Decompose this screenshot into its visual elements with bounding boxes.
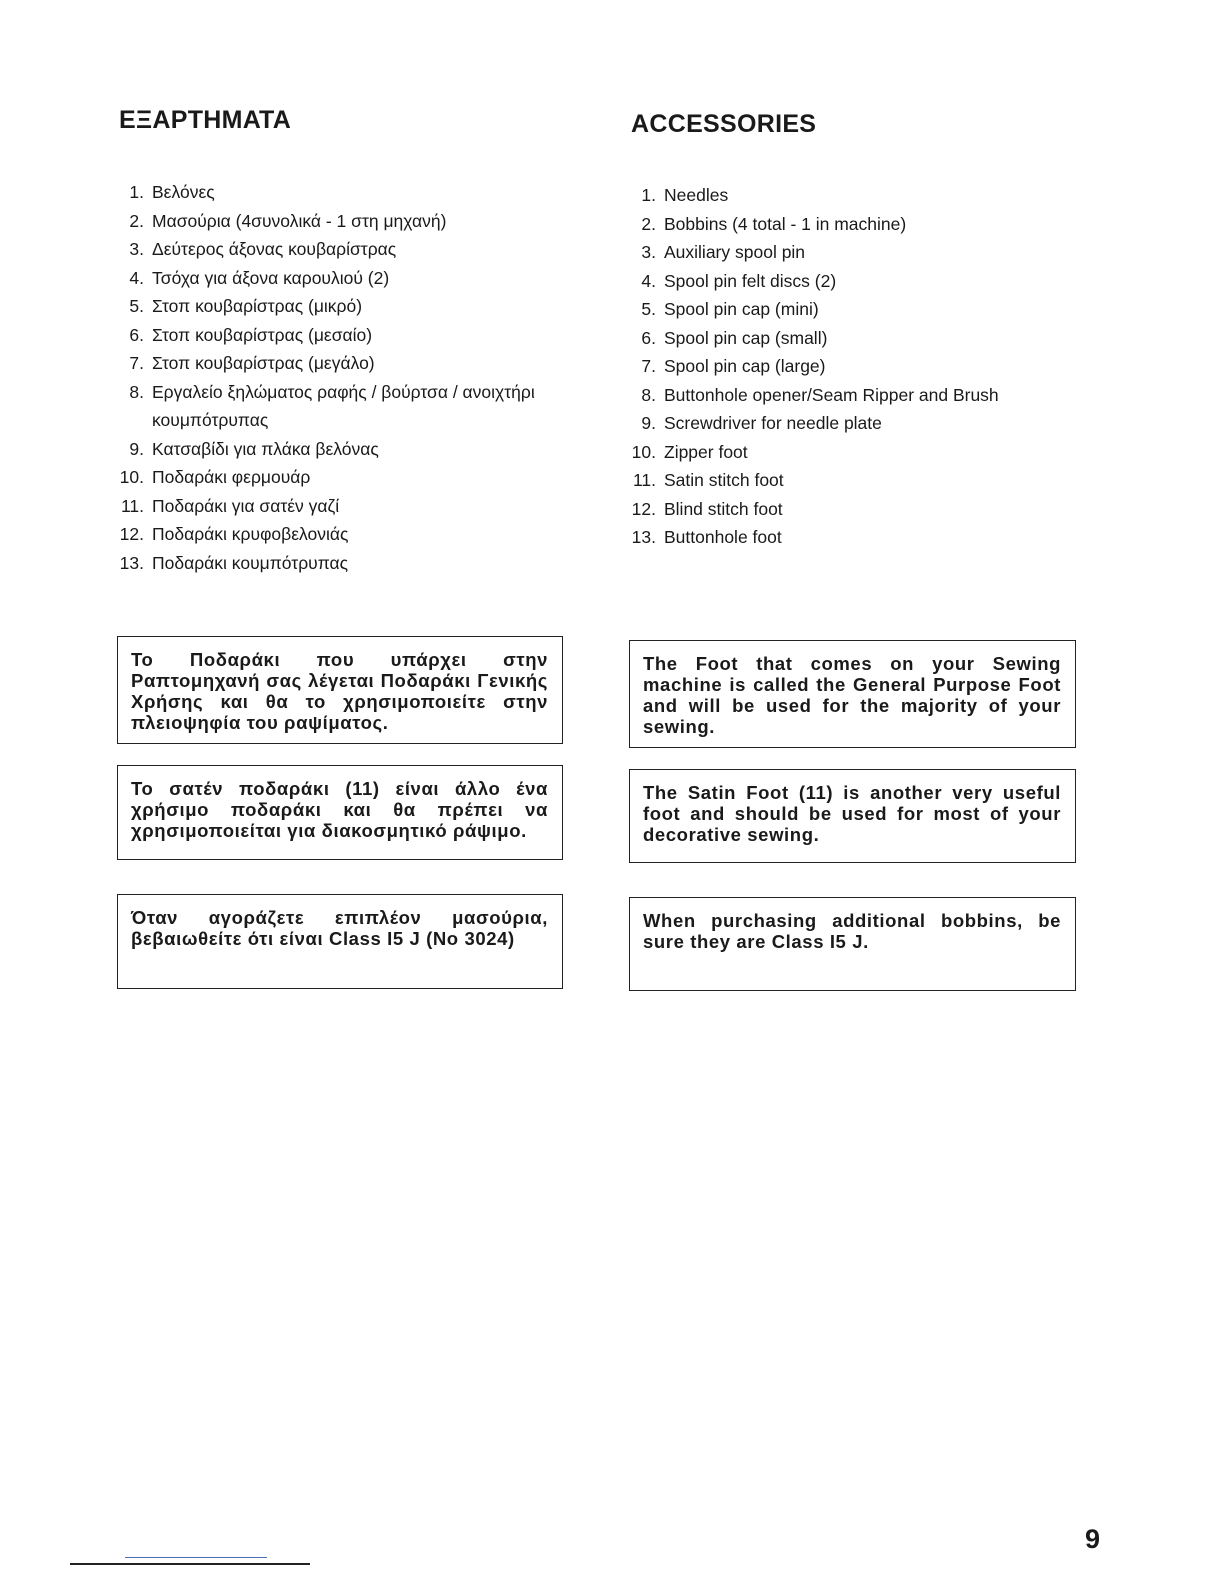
- item-text: Τσόχα για άξονα καρουλιού (2): [152, 267, 390, 288]
- list-item: [626, 295, 1086, 324]
- item-number: 8.: [129, 381, 144, 402]
- list-item: [626, 181, 1086, 210]
- item-number: 12.: [631, 498, 656, 519]
- item-text: Buttonhole opener/Seam Ripper and Brush: [664, 384, 999, 405]
- item-number: 12.: [119, 524, 144, 544]
- list-item: [626, 466, 1086, 495]
- item-number: 7.: [641, 356, 656, 376]
- item-number: 3.: [129, 239, 144, 259]
- list-item: [626, 438, 1086, 467]
- list-item: [114, 178, 574, 207]
- list-item: [626, 267, 1086, 296]
- item-text: Ποδαράκι φερμουάρ: [152, 467, 311, 487]
- item-number: 5.: [641, 299, 656, 319]
- english-note-satin-foot: The Satin Foot (11) is another very useful foot and should be used for most of your decorative sewing.: [629, 769, 1076, 863]
- item-text: Spool pin cap (mini): [664, 299, 819, 319]
- english-accessories-list: [626, 181, 1086, 552]
- item-text: Spool pin cap (large): [664, 356, 826, 376]
- greek-note-bobbins: Όταν αγοράζετε επιπλέον μασούρια, βεβαιωθείτε ότι είναι Class I5 J (No 3024): [117, 894, 563, 989]
- list-item: [114, 378, 574, 435]
- list-item: [114, 321, 574, 350]
- item-text: Satin stitch foot: [664, 470, 784, 490]
- item-text: Ποδαράκι κρυφοβελονιάς: [152, 524, 349, 544]
- list-item: [114, 463, 574, 492]
- list-item: [114, 235, 574, 264]
- item-number: 9.: [129, 438, 144, 459]
- greek-heading: ΕΞΑΡΤΗΜΑΤΑ: [119, 106, 292, 134]
- item-number: 6.: [129, 324, 144, 345]
- item-text: Στοπ κουβαρίστρας (μικρό): [152, 296, 363, 316]
- list-item: [626, 523, 1086, 552]
- greek-accessories-list: [114, 178, 574, 577]
- page-number: 9: [1085, 1524, 1101, 1554]
- item-number: 10.: [631, 441, 656, 462]
- item-text: Στοπ κουβαρίστρας (μεσαίο): [152, 324, 373, 345]
- item-number: 4.: [129, 267, 144, 288]
- english-heading: ACCESSORIES: [631, 110, 817, 138]
- item-text: Blind stitch foot: [664, 498, 783, 519]
- english-note-general-purpose-foot: The Foot that comes on your Sewing machine is called the General Purpose Foot and will be used for the majority of your sewing.: [629, 640, 1076, 748]
- item-number: 1.: [129, 182, 144, 202]
- item-number: 13.: [631, 527, 656, 547]
- item-text: Spool pin cap (small): [664, 327, 828, 348]
- item-text: Εργαλείο ξηλώματος ραφής / βούρτσα / ανοιχτήρι κουμπότρυπας: [152, 381, 535, 430]
- english-note-bobbins: When purchasing additional bobbins, be sure they are Class I5 J.: [629, 897, 1076, 991]
- item-number: 7.: [129, 353, 144, 373]
- greek-note-general-purpose-foot: Το Ποδαράκι που υπάρχει στην Ραπτομηχανή σας λέγεται Ποδαράκι Γενικής Χρήσης και θα το χρησιμοποιείτε στην πλειοψηφία του ραψίματος.: [117, 636, 563, 744]
- item-text: Needles: [664, 185, 729, 205]
- list-item: [114, 207, 574, 236]
- list-item: [626, 210, 1086, 239]
- list-item: [114, 264, 574, 293]
- item-text: Zipper foot: [664, 441, 748, 462]
- item-text: Bobbins (4 total - 1 in machine): [664, 213, 907, 234]
- list-item: [114, 292, 574, 321]
- item-text: Buttonhole foot: [664, 527, 782, 547]
- list-item: [626, 409, 1086, 438]
- footer-rule: [70, 1563, 310, 1565]
- item-number: 8.: [641, 384, 656, 405]
- list-item: [626, 238, 1086, 267]
- item-number: 6.: [641, 327, 656, 348]
- list-item: [114, 435, 574, 464]
- item-number: 9.: [641, 413, 656, 433]
- list-item: [626, 324, 1086, 353]
- greek-note-satin-foot: Το σατέν ποδαράκι (11) είναι άλλο ένα χρήσιμο ποδαράκι και θα πρέπει να χρησιμοποιείται για διακοσμητικό ράψιμο.: [117, 765, 563, 860]
- item-number: 2.: [641, 213, 656, 234]
- item-text: Δεύτερος άξονας κουβαρίστρας: [152, 239, 397, 259]
- list-item: [114, 349, 574, 378]
- item-text: Ποδαράκι κουμπότρυπας: [152, 552, 349, 573]
- list-item: [626, 352, 1086, 381]
- item-text: Spool pin felt discs (2): [664, 270, 837, 291]
- list-item: [114, 492, 574, 521]
- item-text: Στοπ κουβαρίστρας (μεγάλο): [152, 353, 375, 373]
- item-number: 10.: [119, 467, 144, 487]
- item-text: Βελόνες: [152, 182, 215, 202]
- item-number: 1.: [641, 185, 656, 205]
- item-number: 11.: [120, 495, 144, 516]
- item-text: Auxiliary spool pin: [664, 242, 806, 262]
- list-item: [626, 381, 1086, 410]
- item-text: Screwdriver for needle plate: [664, 413, 882, 433]
- item-text: Μασούρια (4συνολικά - 1 στη μηχανή): [152, 210, 447, 231]
- list-item: [626, 495, 1086, 524]
- item-number: 4.: [641, 270, 656, 291]
- item-number: 3.: [641, 242, 656, 262]
- item-number: 13.: [119, 552, 144, 573]
- list-item: [114, 520, 574, 549]
- item-number: 11.: [632, 470, 656, 490]
- list-item: [114, 549, 574, 578]
- item-number: 2.: [129, 210, 144, 231]
- item-number: 5.: [129, 296, 144, 316]
- footer-accent-rule: [125, 1557, 267, 1558]
- item-text: Κατσαβίδι για πλάκα βελόνας: [152, 438, 379, 459]
- item-text: Ποδαράκι για σατέν γαζί: [152, 495, 340, 516]
